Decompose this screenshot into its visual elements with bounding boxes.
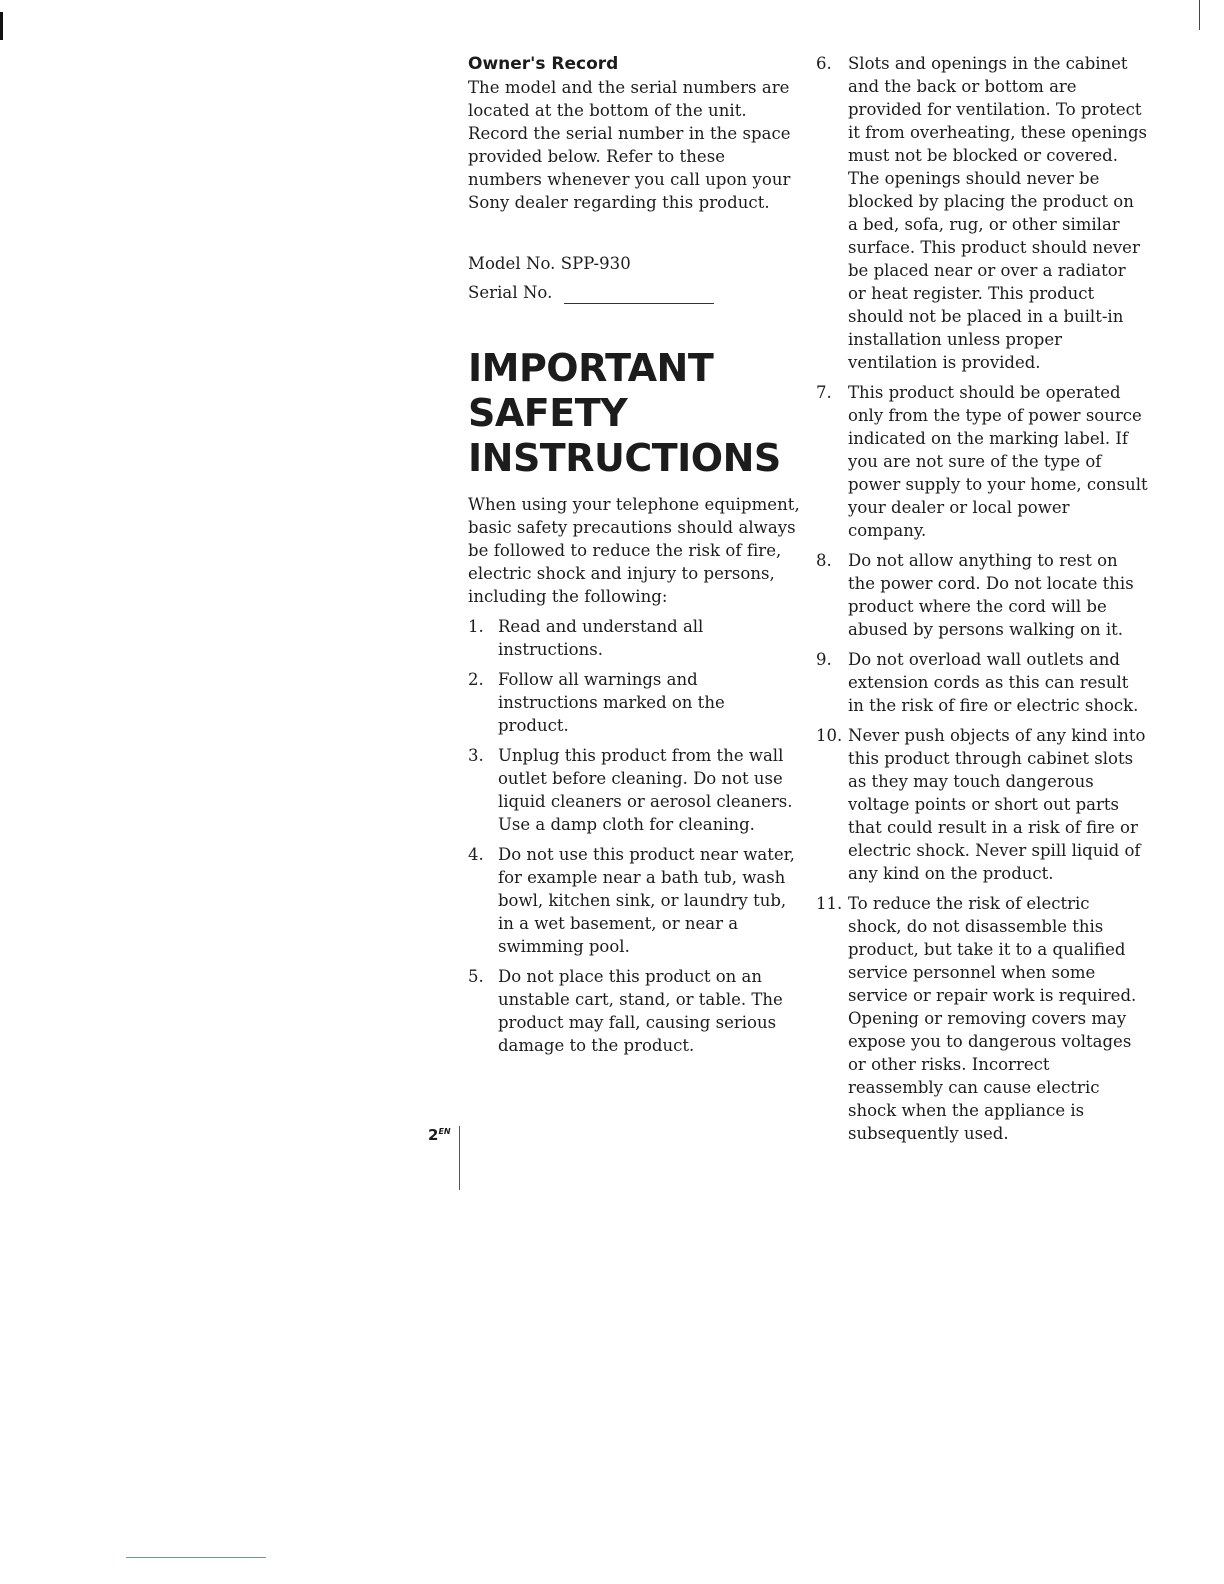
safety-item <box>816 724 1162 885</box>
safety-item <box>468 668 808 737</box>
item-text: This product should be operated only from the type of power source indicated on the marking label. If you are not sure of the type of power supply to your home, consult your dealer or local power company. <box>848 383 1148 540</box>
safety-title-line-3: INSTRUCTIONS <box>468 436 781 480</box>
item-number: 6. <box>816 54 832 73</box>
safety-list-right <box>816 52 1162 1145</box>
page-number <box>428 1126 451 1144</box>
item-number: 7. <box>816 383 832 402</box>
safety-title-line-1: IMPORTANT <box>468 346 714 390</box>
owners-record-section <box>468 52 808 304</box>
page-number-suffix: EN <box>438 1127 451 1136</box>
item-number: 9. <box>816 650 832 669</box>
safety-intro: When using your telephone equipment, basic safety precautions should always be followed to reduce the risk of fire, electric shock and injury to persons, including the following: <box>468 495 800 606</box>
safety-item <box>468 965 808 1057</box>
model-number: Model No. SPP-930 <box>468 254 631 273</box>
owners-record-heading: Owner's Record <box>468 54 619 74</box>
safety-title-line-2: SAFETY <box>468 391 628 435</box>
safety-item <box>468 744 808 836</box>
safety-item <box>468 615 808 661</box>
item-text: To reduce the risk of electric shock, do not disassemble this product, but take it to a qualified service personnel when some service or repair work is required. Opening or removing covers may expose you to dangerous voltages or other risks. Incorrect reassembly can cause electric shock when the appliance is subsequently used. <box>848 894 1137 1143</box>
item-number: 11. <box>816 894 843 913</box>
item-number: 4. <box>468 845 484 864</box>
item-text: Never push objects of any kind into this product through cabinet slots as they may touch dangerous voltage points or short out parts that could result in a risk of fire or electric shock. Never spill liquid of any kind on the product. <box>848 726 1146 883</box>
scan-edge-mark-right <box>1199 0 1200 30</box>
item-text: Slots and openings in the cabinet and the back or bottom are provided for ventilation. To protect it from overheating, these openings must not be blocked or covered. The openings should never be blocked by placing the product on a bed, sofa, rug, or other similar surface. This product should never be placed near or over a radiator or heat register. This product should not be placed in a built-in installation unless proper ventilation is provided. <box>848 54 1148 372</box>
serial-number-label: Serial No. <box>468 283 553 302</box>
right-column <box>816 52 1162 1145</box>
item-text: Do not use this product near water, for example near a bath tub, wash bowl, kitchen sink, or laundry tub, in a wet basement, or near a swimming pool. <box>498 845 795 956</box>
item-number: 1. <box>468 617 484 636</box>
safety-item <box>816 892 1162 1145</box>
safety-item <box>468 843 808 958</box>
owners-record-text: The model and the serial numbers are located at the bottom of the unit. Record the serial number in the space provided below. Refer to these numbers whenever you call upon your Sony dealer regarding this product. <box>468 78 791 212</box>
safety-title <box>468 346 808 481</box>
item-text: Do not allow anything to rest on the power cord. Do not locate this product where the cord will be abused by persons walking on it. <box>848 551 1134 639</box>
left-column <box>468 52 808 1057</box>
item-number: 5. <box>468 967 484 986</box>
page-number-rule <box>459 1126 460 1190</box>
page-number-value: 2 <box>428 1126 439 1144</box>
safety-item <box>816 648 1162 717</box>
item-number: 8. <box>816 551 832 570</box>
serial-number-blank <box>564 287 714 304</box>
item-text: Do not place this product on an unstable cart, stand, or table. The product may fall, causing serious damage to the product. <box>498 967 783 1055</box>
item-number: 10. <box>816 726 843 745</box>
safety-item <box>816 549 1162 641</box>
item-text: Follow all warnings and instructions marked on the product. <box>498 670 725 735</box>
scan-edge-mark <box>0 12 3 40</box>
serial-number-line <box>468 281 808 304</box>
safety-item <box>816 52 1162 374</box>
item-number: 3. <box>468 746 484 765</box>
scan-bottom-line <box>126 1557 266 1558</box>
safety-list-left <box>468 615 808 1057</box>
safety-item <box>816 381 1162 542</box>
item-text: Unplug this product from the wall outlet before cleaning. Do not use liquid cleaners or aerosol cleaners. Use a damp cloth for cleaning. <box>498 746 793 834</box>
item-text: Read and understand all instructions. <box>498 617 704 659</box>
item-number: 2. <box>468 670 484 689</box>
item-text: Do not overload wall outlets and extension cords as this can result in the risk of fire or electric shock. <box>848 650 1139 715</box>
